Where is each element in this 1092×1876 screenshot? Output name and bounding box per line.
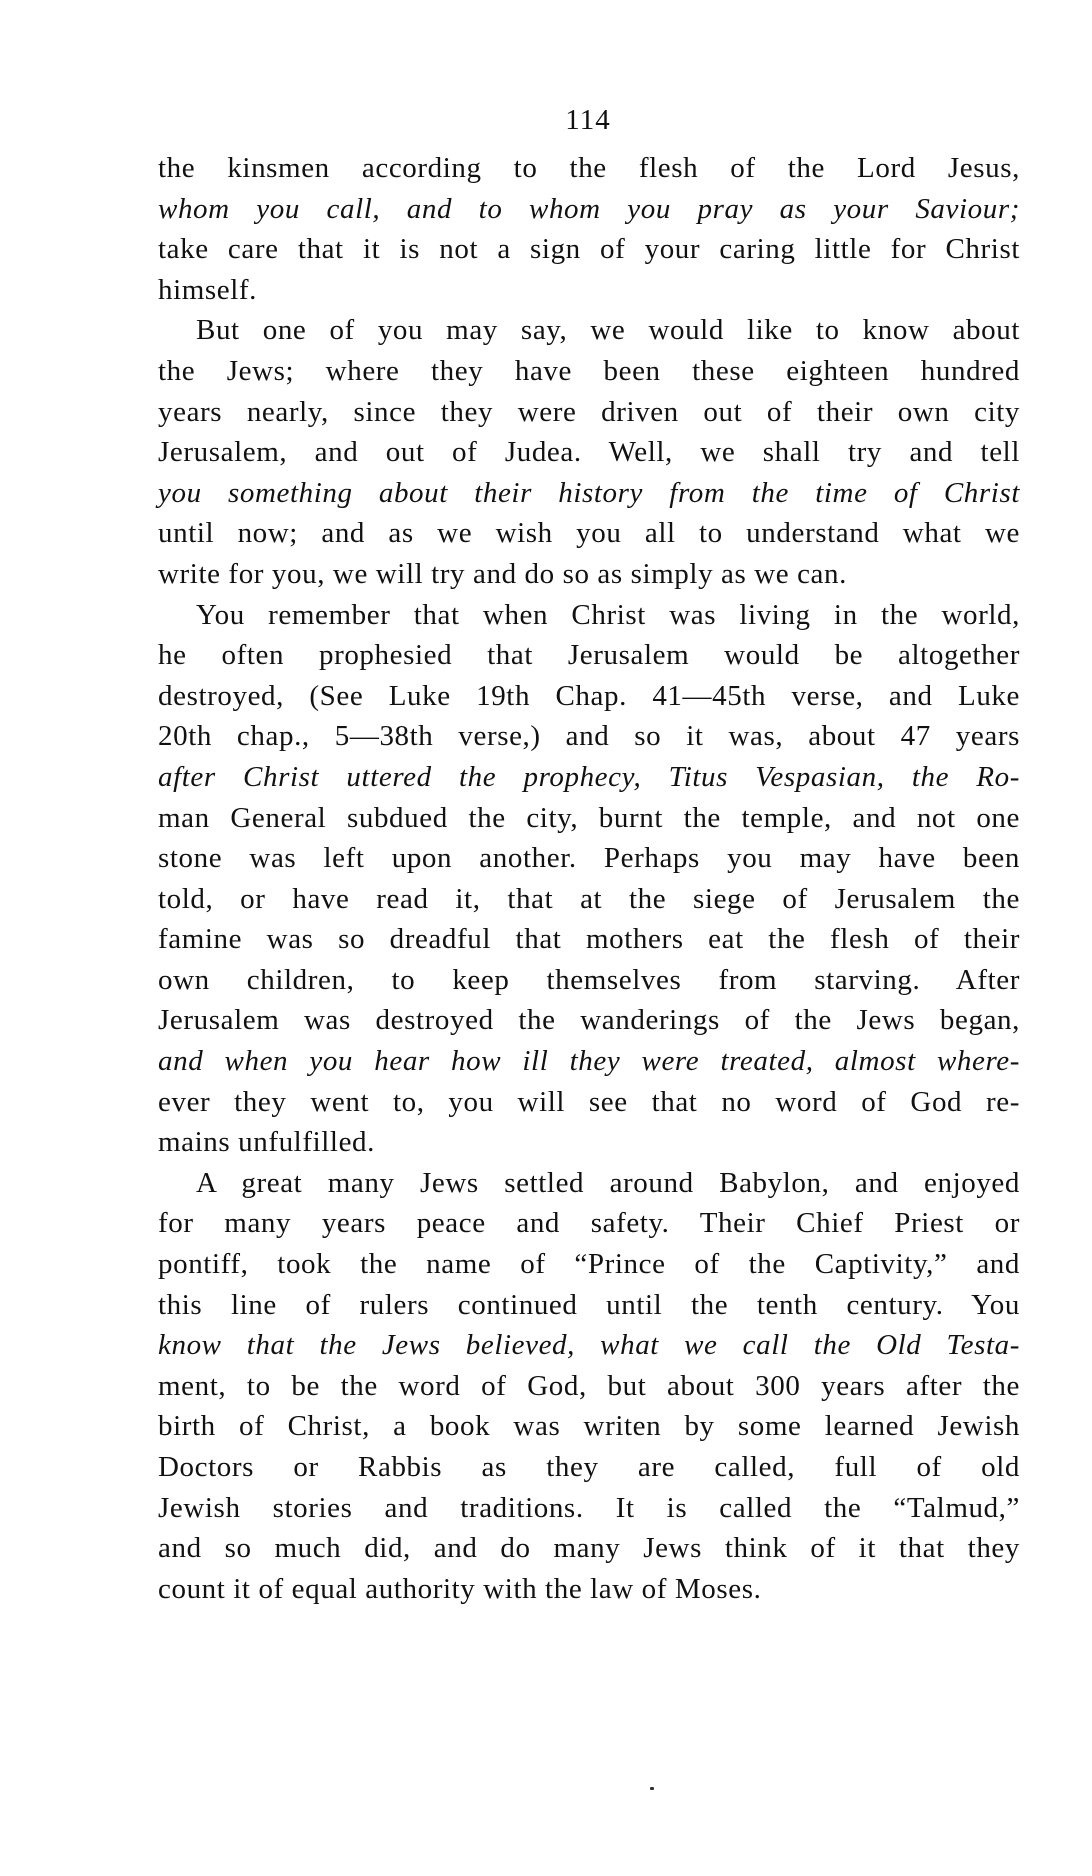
text-line: own children, to keep themselves from starving. After: [158, 963, 1020, 996]
text-line: whom you call, and to whom you pray as your Saviour;: [158, 192, 1020, 225]
text-line: after Christ uttered the prophecy, Titus Vespasian, the Ro-: [158, 760, 1020, 793]
text-line: Jewish stories and traditions. It is called the “Talmud,”: [158, 1491, 1020, 1524]
text-line: count it of equal authority with the law of Moses.: [158, 1572, 762, 1605]
text-line: and so much did, and do many Jews think of it that they: [158, 1532, 1020, 1565]
text-line: Jerusalem was destroyed the wanderings of the Jews began,: [158, 1004, 1020, 1037]
text-line: told, or have read it, that at the siege of Jerusalem the: [158, 882, 1020, 915]
page-number: 114: [565, 104, 611, 136]
text-line: himself.: [158, 273, 258, 306]
text-line: Jerusalem, and out of Judea. Well, we shall try and tell: [158, 436, 1020, 469]
paragraph: [158, 1163, 1020, 1610]
text-line: the Jews; where they have been these eighteen hundred: [158, 354, 1020, 387]
text-line: famine was so dreadful that mothers eat the flesh of their: [158, 923, 1020, 956]
ink-speck: [650, 1787, 654, 1790]
text-line: the kinsmen according to the flesh of the Lord Jesus,: [158, 152, 1020, 184]
text-line: he often prophesied that Jerusalem would be altogether: [158, 639, 1020, 672]
text-line: A great many Jews settled around Babylon, and enjoyed: [196, 1166, 1020, 1199]
text-line: But one of you may say, we would like to know about: [196, 314, 1020, 347]
text-line: 20th chap., 5—38th verse,) and so it was, about 47 years: [158, 720, 1020, 753]
text-line: You remember that when Christ was living in the world,: [196, 598, 1020, 631]
text-line: stone was left upon another. Perhaps you may have been: [158, 842, 1020, 875]
text-line: this line of rulers continued until the tenth century. You: [158, 1288, 1020, 1321]
paragraph: [158, 310, 1020, 594]
text-line: write for you, we will try and do so as simply as we can.: [158, 557, 847, 590]
paragraph: [158, 148, 1020, 310]
text-line: Doctors or Rabbis as they are called, full of old: [158, 1451, 1020, 1483]
body-text: [158, 148, 1020, 1609]
text-line: and when you hear how ill they were treated, almost where-: [158, 1045, 1020, 1078]
text-line: for many years peace and safety. Their Chief Priest or: [158, 1207, 1020, 1240]
text-line: destroyed, (See Luke 19th Chap. 41—45th verse, and Luke: [158, 679, 1020, 712]
text-line: know that the Jews believed, what we call the Old Testa-: [158, 1329, 1020, 1362]
text-line: ever they went to, you will see that no word of God re-: [158, 1085, 1020, 1118]
text-line: ment, to be the word of God, but about 300 years after the: [158, 1369, 1020, 1402]
text-line: man General subdued the city, burnt the temple, and not one: [158, 801, 1020, 834]
paragraph: [158, 595, 1020, 1163]
text-line: pontiff, took the name of “Prince of the Captivity,” and: [158, 1248, 1020, 1281]
text-line: birth of Christ, a book was writen by some learned Jewish: [158, 1410, 1020, 1443]
text-line: years nearly, since they were driven out of their own city: [158, 395, 1020, 428]
text-line: until now; and as we wish you all to understand what we: [158, 517, 1020, 550]
text-line: take care that it is not a sign of your caring little for Christ: [158, 233, 1020, 266]
text-line: mains unfulfilled.: [158, 1126, 375, 1159]
text-line: you something about their history from the time of Christ: [158, 476, 1020, 509]
